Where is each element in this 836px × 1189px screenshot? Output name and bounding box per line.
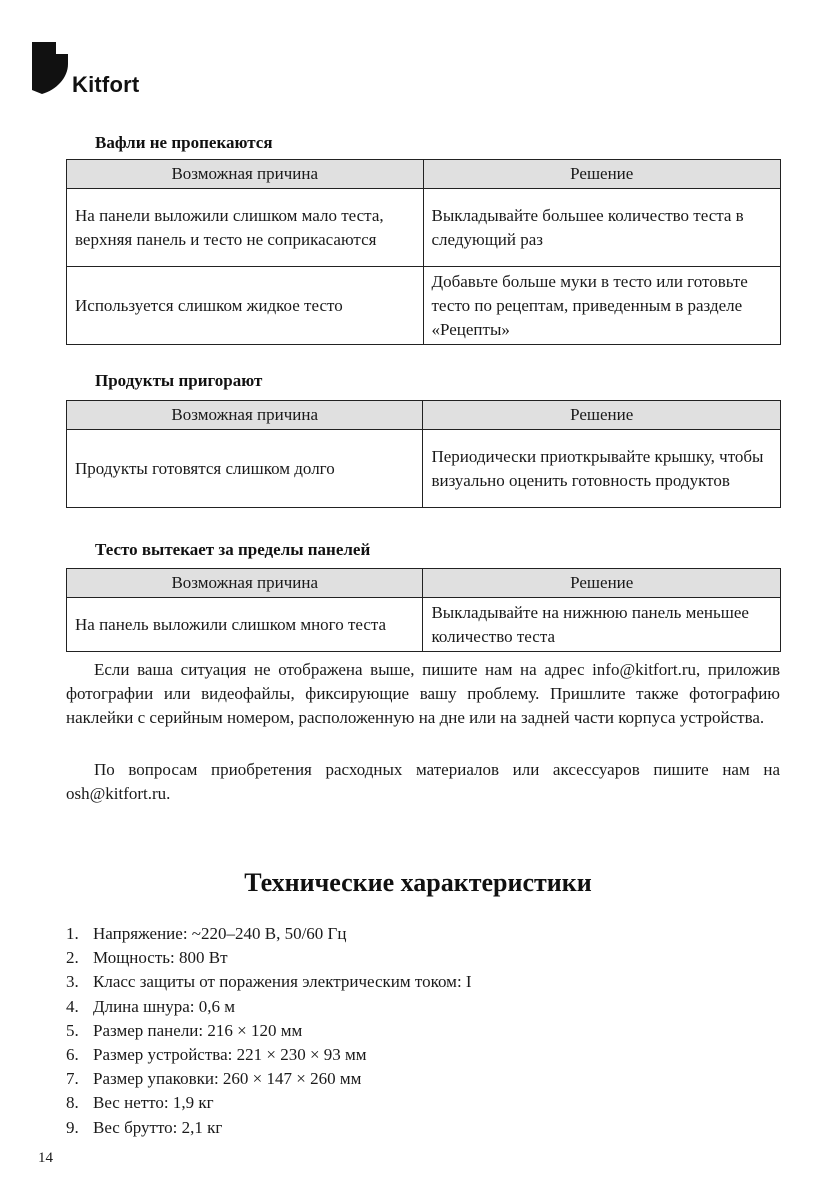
cause-cell: Продукты готовятся слишком долго — [67, 430, 423, 508]
list-item — [66, 1067, 472, 1091]
column-header-solution: Решение — [423, 160, 781, 189]
cause-cell: Используется слишком жидкое тесто — [67, 267, 424, 345]
column-header-cause: Возможная причина — [67, 401, 423, 430]
column-header-cause: Возможная причина — [67, 569, 423, 598]
list-item-text: Мощность: 800 Вт — [93, 948, 228, 968]
list-item-text: Размер панели: 216 × 120 мм — [93, 1020, 303, 1040]
list-item-text: Вес нетто: 1,9 кг — [93, 1093, 214, 1113]
list-item-number: 6. — [66, 1045, 79, 1065]
section-title-batter-overflows: Тесто вытекает за пределы панелей — [95, 540, 371, 559]
table-row — [67, 598, 781, 652]
list-item-number: 1. — [66, 924, 79, 943]
troubleshooting-table-3 — [66, 568, 781, 652]
solution-cell: Добавьте больше муки в тесто или готовьте тесто по рецептам, приведенным в разделе «Рецепты» — [423, 267, 781, 345]
column-header-cause: Возможная причина — [67, 160, 424, 189]
table-row — [67, 267, 781, 345]
list-item-text: Класс защиты от поражения электрическим током: I — [93, 972, 472, 992]
list-item — [66, 970, 472, 994]
table-header-row — [67, 160, 781, 189]
cause-cell: На панель выложили слишком много теста — [67, 598, 423, 652]
section-title-waffles-not-baked: Вафли не пропекаются — [95, 133, 273, 152]
list-item — [66, 1043, 472, 1067]
list-item — [66, 922, 472, 946]
solution-cell: Периодически приоткрывайте крышку, чтобы визуально оценить готовность продуктов — [423, 430, 781, 508]
specs-heading: Технические характеристики — [244, 868, 592, 897]
cause-cell: На панели выложили слишком мало теста, верхняя панель и тесто не соприкасаются — [67, 189, 424, 267]
table-header-row — [67, 401, 781, 430]
list-item — [66, 1091, 472, 1115]
troubleshooting-table-1 — [66, 159, 781, 345]
list-item — [66, 1019, 472, 1043]
list-item-number: 2. — [66, 948, 79, 968]
list-item-text: Напряжение: ~220–240 В, 50/60 Гц — [93, 924, 347, 943]
table-header-row — [67, 569, 781, 598]
table-row — [67, 430, 781, 508]
specs-list — [66, 922, 472, 1140]
list-item — [66, 1116, 472, 1140]
troubleshooting-table-2 — [66, 400, 781, 508]
contact-paragraph — [66, 658, 780, 730]
section-title-food-burns: Продукты пригорают — [95, 371, 263, 390]
list-item-number: 9. — [66, 1117, 79, 1137]
list-item-number: 8. — [66, 1093, 79, 1113]
list-item — [66, 995, 472, 1019]
supplies-paragraph — [66, 758, 780, 806]
list-item-text: Вес брутто: 2,1 кг — [93, 1117, 223, 1137]
list-item-number: 4. — [66, 996, 79, 1016]
kitfort-logo-icon — [30, 42, 70, 94]
list-item-text: Размер упаковки: 260 × 147 × 260 мм — [93, 1069, 362, 1089]
list-item — [66, 946, 472, 970]
contact-info-text: Если ваша ситуация не отображена выше, пишите нам на адрес info@kitfort.ru, приложив фотографии или видеофайлы, фиксирующие вашу проблему. Пришлите также фотографию наклейки с серийным номером, расположенную на дне или на задней части корпуса устройства. — [66, 660, 780, 727]
brand-logo — [30, 42, 170, 102]
list-item-number: 7. — [66, 1069, 79, 1089]
solution-cell: Выкладывайте большее количество теста в следующий раз — [423, 189, 781, 267]
column-header-solution: Решение — [423, 401, 781, 430]
solution-cell: Выкладывайте на нижнюю панель меньшее количество теста — [423, 598, 781, 652]
page-number: 14 — [38, 1150, 53, 1166]
supplies-contact-text: По вопросам приобретения расходных материалов или аксессуаров пишите нам на osh@kitfort.ru. — [66, 760, 780, 803]
list-item-text: Размер устройства: 221 × 230 × 93 мм — [93, 1045, 367, 1065]
brand-name: Kitfort — [72, 72, 140, 97]
column-header-solution: Решение — [423, 569, 781, 598]
list-item-number: 3. — [66, 972, 79, 992]
table-row — [67, 189, 781, 267]
list-item-number: 5. — [66, 1020, 79, 1040]
list-item-text: Длина шнура: 0,6 м — [93, 996, 236, 1016]
